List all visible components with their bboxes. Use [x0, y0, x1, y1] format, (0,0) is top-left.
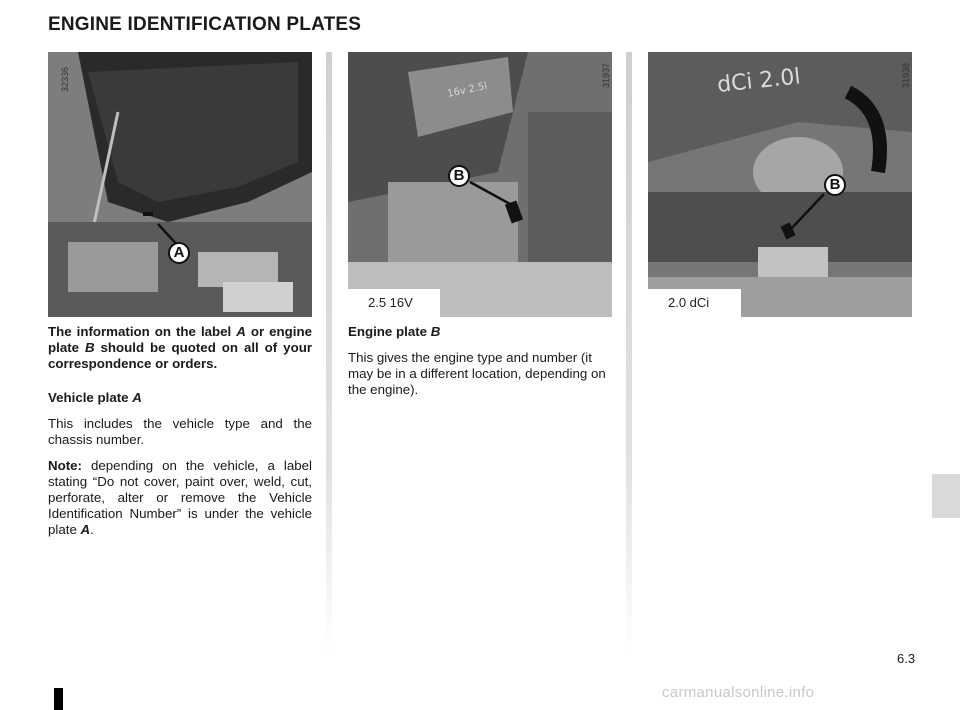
engine-plate-description: This gives the engine type and number (it may be in a different location, depending on the engine). — [348, 350, 606, 397]
photo-engine-2-5 — [348, 52, 612, 317]
callout-b-2-0: B — [824, 174, 846, 196]
engine-caption-2-0-dci: 2.0 dCi — [648, 289, 741, 317]
left-column — [48, 324, 312, 548]
engine-caption-2-5: 2.5 16V — [348, 289, 440, 317]
photo-ref-number: 31937 — [601, 62, 611, 88]
photo-ref-number: 31938 — [901, 62, 911, 88]
chapter-tab — [932, 474, 960, 518]
page-title: ENGINE IDENTIFICATION PLATES — [48, 14, 362, 35]
photo-ref-number: 32336 — [60, 66, 70, 92]
photo-vehicle-plate — [48, 52, 312, 317]
intro-paragraph: The information on the label A or engine plate B should be quoted on all of your correspondence or orders. — [48, 324, 312, 371]
engine-bay-illustration-a — [48, 52, 312, 317]
corner-mark — [54, 688, 63, 710]
watermark: carmanualsonline.info — [662, 684, 815, 701]
engine-cover-label: 16v 2.5l — [446, 80, 489, 100]
callout-b-2-5: B — [448, 165, 470, 187]
engine-plate-heading: Engine plate B — [348, 324, 441, 339]
photo-engine-2-0-dci — [648, 52, 912, 317]
column-divider-2 — [626, 52, 632, 652]
middle-column — [348, 324, 612, 408]
engine-cover-label: dCi 2.0l — [716, 64, 802, 98]
engine-bay-illustration-b1 — [348, 52, 612, 317]
vehicle-plate-heading: Vehicle plate A — [48, 390, 142, 405]
page-number: 6.3 — [897, 651, 916, 666]
note-paragraph: Note: depending on the vehicle, a label stating “Do not cover, paint over, weld, cut, perforate, alter or remove the Vehicle Identification Number” is under the vehicle plate A. — [48, 458, 312, 537]
column-divider-1 — [326, 52, 332, 652]
callout-a: A — [168, 242, 190, 264]
engine-bay-illustration-b2 — [648, 52, 912, 317]
vehicle-plate-description: This includes the vehicle type and the chassis number. — [48, 416, 312, 447]
